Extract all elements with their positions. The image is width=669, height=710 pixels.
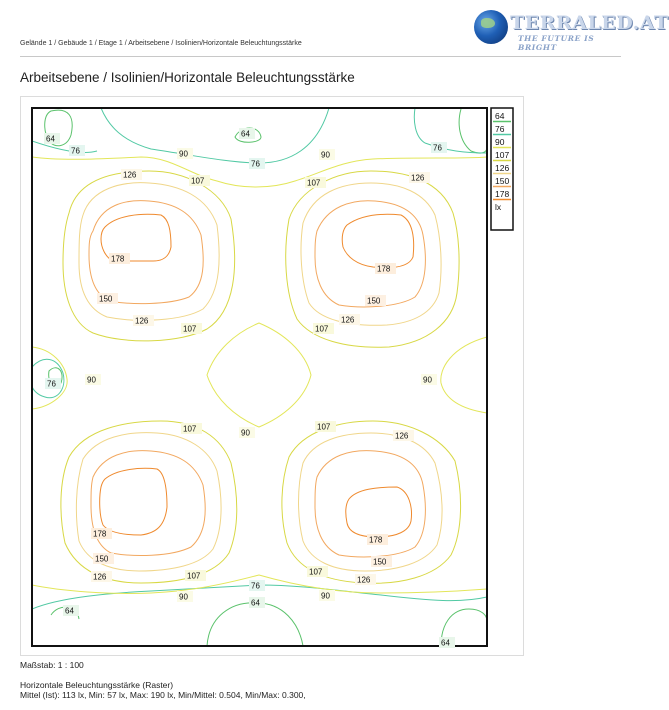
isoline-label xyxy=(45,378,61,389)
isoline-label xyxy=(319,590,335,601)
results-summary: Mittel (Ist): 113 lx, Min: 57 lx, Max: 190 lx, Min/Mittel: 0.504, Min/Max: 0.300, xyxy=(20,690,306,700)
isoline-150 xyxy=(89,201,203,304)
svg-text:107: 107 xyxy=(315,324,329,334)
isoline-label xyxy=(339,314,360,325)
svg-text:107: 107 xyxy=(183,324,197,334)
isoline-label xyxy=(91,528,112,539)
isoline-label xyxy=(177,591,193,602)
isoline-90 xyxy=(441,337,487,413)
legend-label: 76 xyxy=(495,124,505,134)
isoline-150 xyxy=(91,451,205,556)
isoline-76 xyxy=(101,108,329,163)
isoline-label xyxy=(421,374,437,385)
svg-text:90: 90 xyxy=(321,150,330,160)
svg-text:107: 107 xyxy=(307,178,321,188)
isoline-label xyxy=(249,158,265,169)
isoline-label xyxy=(109,253,130,264)
svg-text:178: 178 xyxy=(93,529,107,539)
svg-text:150: 150 xyxy=(373,557,387,567)
isoline-label xyxy=(239,128,255,139)
isoline-label xyxy=(189,175,210,186)
isoline-label xyxy=(181,323,202,334)
isoline-label xyxy=(121,169,142,180)
terraled-logo xyxy=(474,10,669,52)
logo-tagline: THE FUTURE IS BRIGHT xyxy=(518,34,595,52)
isoline-label xyxy=(69,145,85,156)
isoline-label xyxy=(313,323,334,334)
isoline-label xyxy=(319,149,335,160)
isoline-107 xyxy=(286,171,459,347)
isoline-label xyxy=(133,315,154,326)
svg-text:64: 64 xyxy=(65,606,74,616)
isoline-178 xyxy=(346,487,412,537)
isoline-label xyxy=(307,566,328,577)
isoline-label xyxy=(375,263,396,274)
isoline-plot-panel xyxy=(20,96,524,656)
isoline-150 xyxy=(315,201,425,307)
isoline-label xyxy=(371,556,392,567)
svg-text:76: 76 xyxy=(71,146,80,156)
svg-text:178: 178 xyxy=(369,535,383,545)
isoline-label xyxy=(355,574,376,585)
svg-text:107: 107 xyxy=(309,567,323,577)
isoline-76 xyxy=(414,108,487,153)
isoline-label xyxy=(93,553,114,564)
svg-text:126: 126 xyxy=(395,431,409,441)
svg-text:126: 126 xyxy=(123,170,137,180)
isoline-76 xyxy=(32,141,97,153)
svg-text:126: 126 xyxy=(135,316,149,326)
isoline-label xyxy=(85,374,101,385)
isoline-178 xyxy=(100,468,167,535)
svg-text:64: 64 xyxy=(251,598,260,608)
svg-text:126: 126 xyxy=(357,575,371,585)
svg-text:107: 107 xyxy=(187,571,201,581)
isoline-64 xyxy=(459,109,487,153)
svg-text:126: 126 xyxy=(411,173,425,183)
isoline-label xyxy=(63,605,79,616)
isoline-90 xyxy=(207,323,311,427)
svg-text:107: 107 xyxy=(317,422,331,432)
svg-text:107: 107 xyxy=(191,176,205,186)
svg-text:107: 107 xyxy=(183,424,197,434)
svg-text:76: 76 xyxy=(251,159,260,169)
svg-text:90: 90 xyxy=(321,591,330,601)
svg-text:178: 178 xyxy=(377,264,391,274)
isoline-64 xyxy=(207,603,303,646)
legend-label: 64 xyxy=(495,111,505,121)
isoline-178 xyxy=(342,214,413,267)
isoline-126 xyxy=(299,433,443,571)
legend xyxy=(491,108,513,230)
isoline-107 xyxy=(61,421,237,583)
svg-text:150: 150 xyxy=(367,296,381,306)
isoline-label xyxy=(409,172,430,183)
svg-text:90: 90 xyxy=(87,375,96,385)
svg-text:126: 126 xyxy=(93,572,107,582)
isoline-label xyxy=(431,142,447,153)
page-title: Arbeitsebene / Isolinien/Horizontale Beleuchtungsstärke xyxy=(20,70,355,85)
svg-text:76: 76 xyxy=(433,143,442,153)
isoline-label xyxy=(315,421,336,432)
svg-text:90: 90 xyxy=(423,375,432,385)
isoline-label xyxy=(185,570,206,581)
svg-text:64: 64 xyxy=(46,134,55,144)
breadcrumb: Gelände 1 / Gebäude 1 / Etage 1 / Arbeitsebene / Isolinien/Horizontale Beleuchtungsstärke xyxy=(20,40,302,47)
isoline-label xyxy=(249,580,265,591)
svg-text:150: 150 xyxy=(99,294,113,304)
scale-text: Maßstab: 1 : 100 xyxy=(20,660,84,670)
legend-label: 126 xyxy=(495,163,510,173)
isoline-label xyxy=(439,637,455,648)
isoline-label xyxy=(305,177,326,188)
isoline-label xyxy=(367,534,388,545)
isoline-label xyxy=(91,571,112,582)
isoline-label xyxy=(177,148,193,159)
isoline-126 xyxy=(76,433,221,571)
legend-label: 107 xyxy=(495,150,510,160)
logo-name: TERRALED.AT xyxy=(510,12,669,34)
isoline-plot xyxy=(21,97,523,655)
svg-text:126: 126 xyxy=(341,315,355,325)
svg-text:90: 90 xyxy=(179,592,188,602)
legend-unit: lx xyxy=(495,202,502,212)
isoline-label xyxy=(249,597,265,608)
isoline-label xyxy=(97,293,118,304)
svg-text:90: 90 xyxy=(179,149,188,159)
header-divider xyxy=(20,56,621,57)
svg-text:76: 76 xyxy=(47,379,56,389)
svg-text:90: 90 xyxy=(241,428,250,438)
svg-text:150: 150 xyxy=(95,554,109,564)
svg-text:64: 64 xyxy=(441,638,450,648)
svg-text:76: 76 xyxy=(251,581,260,591)
svg-text:178: 178 xyxy=(111,254,125,264)
legend-label: 178 xyxy=(495,189,510,199)
legend-label: 90 xyxy=(495,137,505,147)
isoline-label xyxy=(181,423,202,434)
isoline-label xyxy=(239,427,255,438)
globe-icon xyxy=(474,10,508,44)
results-heading: Horizontale Beleuchtungsstärke (Raster) xyxy=(20,680,174,690)
svg-text:64: 64 xyxy=(241,129,250,139)
isoline-label xyxy=(365,295,386,306)
isoline-label xyxy=(393,430,414,441)
legend-label: 150 xyxy=(495,176,510,186)
isoline-label xyxy=(44,133,60,144)
